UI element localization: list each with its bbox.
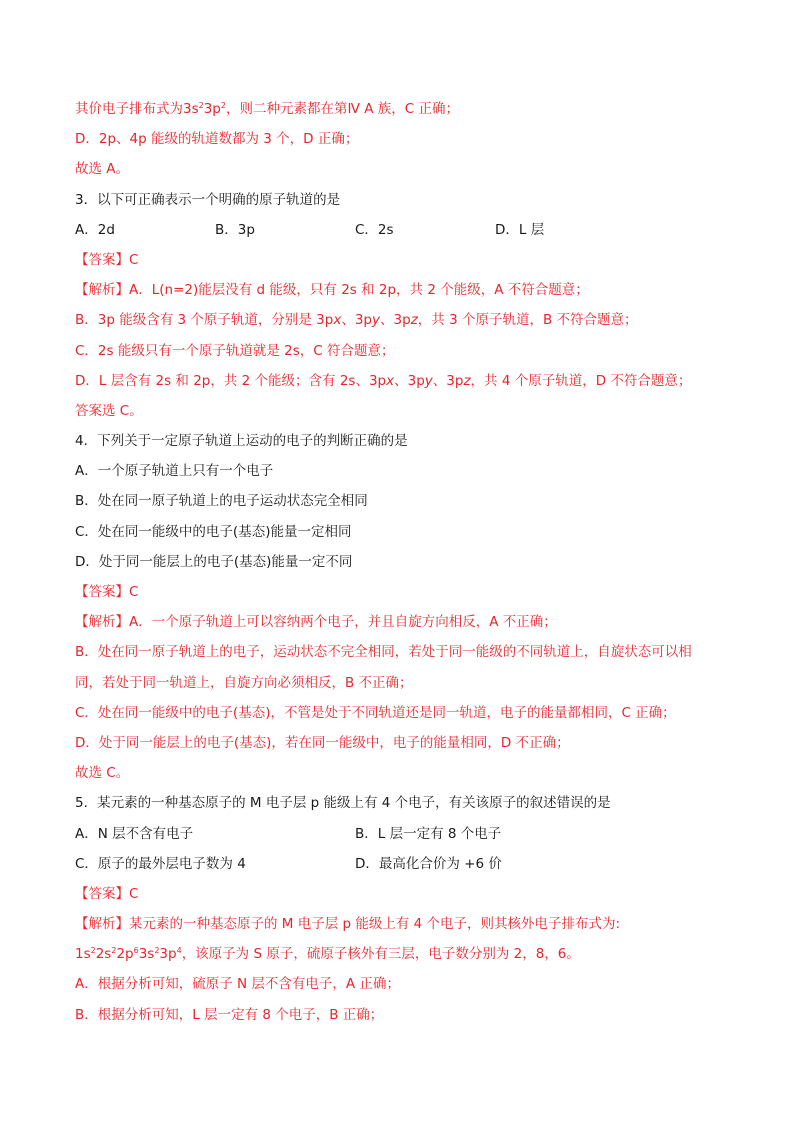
q4-conclusion: 故选 C。	[75, 765, 130, 782]
q3-option-c: C．2s	[355, 221, 394, 238]
q3-option-b: B．3p	[215, 221, 255, 238]
prev-conclusion: 故选 A。	[75, 161, 130, 178]
q4-answer: 【答案】C	[75, 584, 139, 600]
q5-option-d: D．最高化合价为 +6 价	[355, 855, 502, 872]
q4-analysis-c: C．处在同一能级中的电子(基态)，不管是处于不同轨道还是同一轨道，电子的能量都相同，C 正确；	[75, 704, 676, 721]
q5-option-c: C．原子的最外层电子数为 4	[75, 855, 246, 872]
q4-analysis-a: 【解析】A．一个原子轨道上可以容纳两个电子，并且自旋方向相反，A 不正确；	[75, 614, 557, 631]
q4-analysis-b: B．处在同一原子轨道上的电子，运动状态不完全相同，若处于同一能级的不同轨道上，自旋状态可以相	[75, 644, 692, 661]
q4-analysis-b-cont: 同，若处于同一轨道上，自旋方向必须相反，B 不正确；	[75, 674, 413, 691]
q3-analysis-b: B．3p 能级含有 3 个原子轨道，分别是 3px、3py、3pz，共 3 个原子轨道，B 不符合题意；	[75, 312, 638, 329]
q4-option-b: B．处在同一原子轨道上的电子运动状态完全相同	[75, 493, 368, 510]
q5-analysis-a: A．根据分析可知，硫原子 N 层不含有电子，A 正确；	[75, 976, 400, 993]
q3-answer: 【答案】C	[75, 251, 139, 268]
document-page	[75, 94, 725, 1030]
q3-analysis-d: D．L 层含有 2s 和 2p，共 2 个能级；含有 2s、3px、3py、3pz，共 4 个原子轨道，D 不符合题意；	[75, 372, 692, 389]
q4-option-c: C．处在同一能级中的电子(基态)能量一定相同	[75, 523, 352, 540]
q5-analysis-intro: 【解析】某元素的一种基态原子的 M 电子层 p 能级上有 4 个电子，则其核外电子排布式为:	[75, 916, 621, 933]
q3-conclusion: 答案选 C。	[75, 402, 143, 419]
q3-options	[75, 215, 725, 245]
q5-option-b: B．L 层一定有 8 个电子	[355, 825, 502, 842]
q5-options-row2	[75, 849, 725, 879]
q4-stem: 4．下列关于一定原子轨道上运动的电子的判断正确的是	[75, 433, 408, 450]
q5-options-row1	[75, 819, 725, 849]
q4-option-a: A．一个原子轨道上只有一个电子	[75, 463, 274, 480]
q3-option-a: A．2d	[75, 221, 115, 238]
q4-analysis-d: D．处于同一能层上的电子(基态)，若在同一能级中，电子的能量相同，D 不正确；	[75, 734, 570, 751]
q3-analysis-c: C．2s 能级只有一个原子轨道就是 2s，C 符合题意；	[75, 342, 395, 359]
q5-answer: 【答案】C	[75, 885, 139, 902]
analysis-tag: 【解析】	[75, 282, 129, 299]
q3-stem: 3．以下可正确表示一个明确的原子轨道的是	[75, 191, 341, 208]
q4-option-d: D．处于同一能层上的电子(基态)能量一定不同	[75, 553, 353, 570]
q5-option-a: A．N 层不含有电子	[75, 825, 194, 842]
q5-analysis-b: B．根据分析可知，L 层一定有 8 个电子，B 正确；	[75, 1006, 384, 1023]
analysis-tag: 【解析】	[75, 916, 129, 933]
q3-option-d: D．L 层	[495, 221, 545, 238]
analysis-tag: 【解析】	[75, 614, 129, 631]
prev-analysis-d: D．2p、4p 能级的轨道数都为 3 个，D 正确；	[75, 131, 359, 148]
prev-analysis-line: 其价电子排布式为$3s^23p^2$，则二种元素都在第Ⅳ A 族，C 正确；	[75, 101, 459, 117]
q5-stem: 5．某元素的一种基态原子的 M 电子层 p 能级上有 4 个电子，有关该原子的叙述错误的是	[75, 795, 611, 812]
q5-electron-config: $1s^22s^22p^63s^23p^4$，该原子为 S 原子，硫原子核外有三层，电子数分别为 2，8，6。	[75, 946, 580, 963]
q3-analysis-a: 【解析】A．L(n=2)能层没有 d 能级，只有 2s 和 2p，共 2 个能级，A 不符合题意；	[75, 282, 589, 299]
